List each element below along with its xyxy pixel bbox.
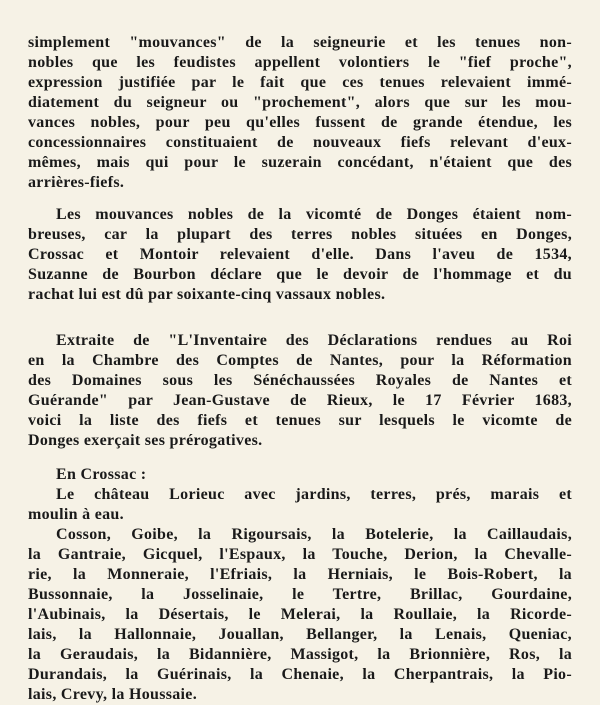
text-line: la Gantraie, Gicquel, l'Espaux, la Touche, Derion, la Chevalle- <box>28 546 572 563</box>
text-line: vances nobles, pour peu qu'elles fussent de grande étendue, les <box>28 114 572 131</box>
text-line: voici la liste des fiefs et tenues sur lesquels le vicomte de <box>28 412 572 429</box>
paragraph-inventaire <box>28 331 572 451</box>
text-line: moulin à eau. <box>28 506 124 523</box>
text-line: Bussonnaie, la Josselinaie, le Tertre, Brillac, Gourdaine, <box>28 586 572 603</box>
text-line: simplement "mouvances" de la seigneurie et les tenues non- <box>28 34 572 51</box>
chateau-entry <box>28 485 572 525</box>
text-line: arrières-fiefs. <box>28 174 125 191</box>
text-line: rachat lui est dû par soixante-cinq vassaux nobles. <box>28 286 386 303</box>
text-line: breuses, car la plupart des terres nobles situées en Donges, <box>28 226 572 243</box>
paragraph-mouvances <box>28 33 572 193</box>
text-line: expression justifiée par le fait que ces tenues relevaient immé- <box>28 74 572 91</box>
paragraph-vicomte-donges <box>28 205 572 305</box>
text-line: Guérande" par Jean-Gustave de Rieux, le 17 Février 1683, <box>28 392 572 409</box>
text-line: l'Aubinais, la Désertais, le Melerai, la Roullaie, la Ricorde- <box>28 606 572 623</box>
tenures-list <box>28 525 572 705</box>
text-line: Extraite de "L'Inventaire des Déclarations rendues au Roi <box>56 332 572 349</box>
text-line: rie, la Monneraie, l'Efriais, la Herniais, le Bois-Robert, la <box>28 566 572 583</box>
text-line: lais, Crevy, la Houssaie. <box>28 686 197 703</box>
text-line: Donges exerçait ses prérogatives. <box>28 432 263 449</box>
text-line: lais, la Hallonnaie, Jouallan, Bellanger, la Lenais, Queniac, <box>28 626 572 643</box>
text-line: en la Chambre des Comptes de Nantes, pour la Réformation <box>28 352 572 369</box>
text-line: Les mouvances nobles de la vicomté de Donges étaient nom- <box>56 206 572 223</box>
text-line: diatement du seigneur ou "prochement", alors que sur les mou- <box>28 94 572 111</box>
section-heading: En Crossac : <box>56 466 147 483</box>
text-line: concessionnaires constituaient de nouveaux fiefs relevant d'eux- <box>28 134 572 151</box>
text-line: des Domaines sous les Sénéchaussées Royales de Nantes et <box>28 372 572 389</box>
text-line: la Geraudais, la Bidannière, Massigot, la Brionnière, Ros, la <box>28 646 572 663</box>
text-line: Crossac et Montoir relevaient d'elle. Dans l'aveu de 1534, <box>28 246 572 263</box>
text-line: nobles que les feudistes appellent volontiers le "fief proche", <box>28 54 572 71</box>
text-line: Durandais, la Guérinais, la Chenaie, la Cherpantrais, la Pio- <box>28 666 572 683</box>
text-line: Cosson, Goibe, la Rigoursais, la Botelerie, la Caillaudais, <box>56 526 572 543</box>
text-line: Suzanne de Bourbon déclare que le devoir de l'hommage et du <box>28 266 572 283</box>
text-line: Le château Lorieuc avec jardins, terres, prés, marais et <box>56 486 572 503</box>
text-line: mêmes, mais qui pour le suzerain concédant, n'étaient que des <box>28 154 572 171</box>
